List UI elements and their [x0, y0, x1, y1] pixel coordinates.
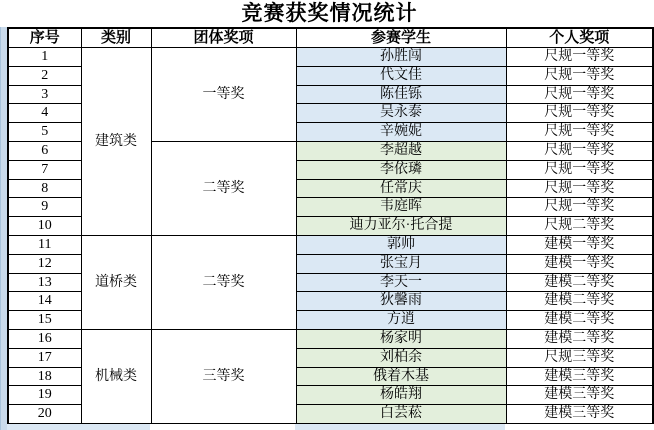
- table-row: [8, 329, 653, 348]
- serial-cell[interactable]: 14: [8, 292, 81, 311]
- cropped-cell-blue-1: [7, 424, 150, 430]
- individual-award-cell[interactable]: 尺规一等奖: [506, 104, 653, 123]
- serial-cell[interactable]: 20: [8, 405, 81, 424]
- individual-award-cell[interactable]: 建模三等奖: [506, 405, 653, 424]
- category-cell[interactable]: 机械类: [81, 329, 151, 423]
- individual-award-cell[interactable]: 尺规二等奖: [506, 217, 653, 236]
- individual-award-cell[interactable]: 建模二等奖: [506, 292, 653, 311]
- serial-cell[interactable]: 19: [8, 386, 81, 405]
- serial-cell[interactable]: 12: [8, 254, 81, 273]
- cropped-cell-blue-2: [295, 424, 505, 430]
- column-header-individual-award[interactable]: 个人奖项: [506, 28, 653, 48]
- student-cell[interactable]: 李超越: [296, 141, 506, 160]
- individual-award-cell[interactable]: 建模二等奖: [506, 329, 653, 348]
- column-header-team-award[interactable]: 团体奖项: [151, 28, 296, 48]
- cropped-cell-white-1: [150, 424, 295, 430]
- serial-cell[interactable]: 5: [8, 123, 81, 142]
- serial-cell[interactable]: 10: [8, 217, 81, 236]
- serial-cell[interactable]: 6: [8, 141, 81, 160]
- serial-cell[interactable]: 16: [8, 329, 81, 348]
- individual-award-cell[interactable]: 建模三等奖: [506, 367, 653, 386]
- student-cell[interactable]: 辛婉妮: [296, 123, 506, 142]
- individual-award-cell[interactable]: 尺规一等奖: [506, 123, 653, 142]
- student-cell[interactable]: 俄着木基: [296, 367, 506, 386]
- cropped-next-row: [0, 424, 654, 430]
- serial-cell[interactable]: 13: [8, 273, 81, 292]
- serial-cell[interactable]: 11: [8, 235, 81, 254]
- category-cell[interactable]: 建筑类: [81, 48, 151, 236]
- individual-award-cell[interactable]: 尺规一等奖: [506, 179, 653, 198]
- serial-cell[interactable]: 7: [8, 160, 81, 179]
- cropped-cell-edge: [0, 424, 7, 430]
- student-cell[interactable]: 杨皓翔: [296, 386, 506, 405]
- student-cell[interactable]: 韦庭晖: [296, 198, 506, 217]
- table-row: [8, 48, 653, 67]
- serial-cell[interactable]: 3: [8, 85, 81, 104]
- serial-cell[interactable]: 18: [8, 367, 81, 386]
- team-award-cell[interactable]: 三等奖: [151, 329, 296, 423]
- individual-award-cell[interactable]: 尺规三等奖: [506, 348, 653, 367]
- serial-cell[interactable]: 15: [8, 311, 81, 330]
- student-cell[interactable]: 郭帅: [296, 235, 506, 254]
- individual-award-cell[interactable]: 建模二等奖: [506, 311, 653, 330]
- student-cell[interactable]: 方逍: [296, 311, 506, 330]
- student-cell[interactable]: 吴永泰: [296, 104, 506, 123]
- serial-cell[interactable]: 8: [8, 179, 81, 198]
- student-cell[interactable]: 狄馨雨: [296, 292, 506, 311]
- student-cell[interactable]: 杨家明: [296, 329, 506, 348]
- individual-award-cell[interactable]: 建模一等奖: [506, 235, 653, 254]
- individual-award-cell[interactable]: 尺规一等奖: [506, 48, 653, 67]
- student-cell[interactable]: 陈佳铄: [296, 85, 506, 104]
- student-cell[interactable]: 李依璘: [296, 160, 506, 179]
- team-award-cell[interactable]: 二等奖: [151, 141, 296, 235]
- student-cell[interactable]: 张宝月: [296, 254, 506, 273]
- individual-award-cell[interactable]: 建模三等奖: [506, 386, 653, 405]
- individual-award-cell[interactable]: 尺规一等奖: [506, 160, 653, 179]
- serial-cell[interactable]: 1: [8, 48, 81, 67]
- column-header-students[interactable]: 参赛学生: [296, 28, 506, 48]
- student-cell[interactable]: 李天一: [296, 273, 506, 292]
- left-margin-column: [0, 27, 7, 430]
- column-header-serial[interactable]: 序号: [8, 28, 81, 48]
- page-title: 竞赛获奖情况统计: [241, 1, 418, 25]
- student-cell[interactable]: 孙胜闯: [296, 48, 506, 67]
- individual-award-cell[interactable]: 建模一等奖: [506, 254, 653, 273]
- team-award-cell[interactable]: 二等奖: [151, 235, 296, 329]
- individual-award-cell[interactable]: 尺规一等奖: [506, 198, 653, 217]
- team-award-cell[interactable]: 一等奖: [151, 48, 296, 142]
- header-row: [8, 28, 653, 48]
- serial-cell[interactable]: 17: [8, 348, 81, 367]
- student-cell[interactable]: 刘柏余: [296, 348, 506, 367]
- individual-award-cell[interactable]: 建模二等奖: [506, 273, 653, 292]
- student-cell[interactable]: 迪力亚尔·托合提: [296, 217, 506, 236]
- category-cell[interactable]: 道桥类: [81, 235, 151, 329]
- table-row: [8, 235, 653, 254]
- student-cell[interactable]: 白芸菘: [296, 405, 506, 424]
- awards-table: [7, 27, 654, 425]
- column-header-category[interactable]: 类别: [81, 28, 151, 48]
- sheet-area: [7, 0, 652, 425]
- individual-award-cell[interactable]: 尺规一等奖: [506, 141, 653, 160]
- individual-award-cell[interactable]: 尺规一等奖: [506, 66, 653, 85]
- cropped-cell-white-2: [505, 424, 654, 430]
- individual-award-cell[interactable]: 尺规一等奖: [506, 85, 653, 104]
- student-cell[interactable]: 任常庆: [296, 179, 506, 198]
- student-cell[interactable]: 代文佳: [296, 66, 506, 85]
- serial-cell[interactable]: 4: [8, 104, 81, 123]
- serial-cell[interactable]: 9: [8, 198, 81, 217]
- serial-cell[interactable]: 2: [8, 66, 81, 85]
- awards-table-body: [8, 48, 653, 424]
